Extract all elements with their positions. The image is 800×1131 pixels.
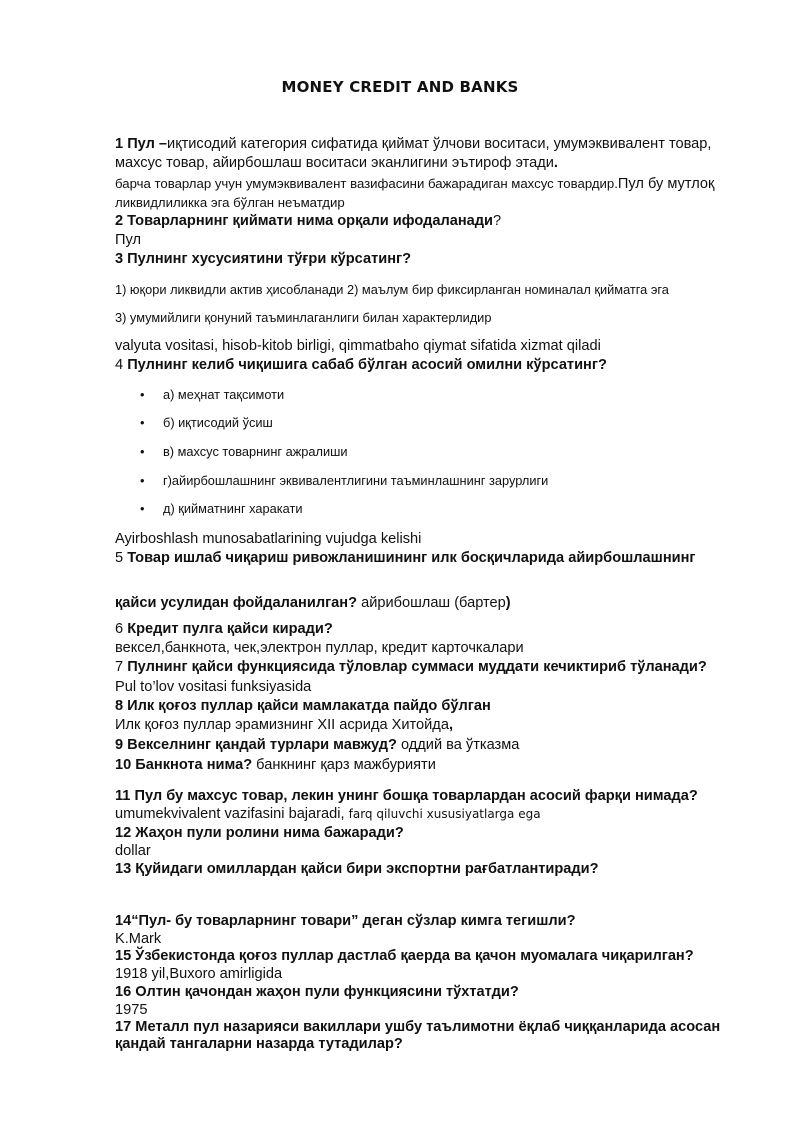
- answer-6: вексел,банкнота, чек,электрон пуллар, кредит карточкалари: [115, 640, 524, 656]
- question-8-head: 8 Илк қоғоз пуллар қайси мамлакатда пайдо бўлган: [115, 698, 491, 714]
- answer-1-line-2: ликвидлиликка эга бўлган неъматдир: [115, 195, 345, 210]
- question-12: [115, 824, 742, 843]
- question-17-head: 17 Металл пул назарияси вакиллари ушбу таълимотни ёқлаб чиққанларида асосан: [115, 1019, 721, 1035]
- bullet-icon: •: [140, 473, 145, 488]
- question-13: [115, 860, 742, 879]
- question-4-option-d: г)айирбошлашнинг эквивалентлигини таъминлашнинг зарурлиги: [163, 473, 549, 488]
- question-12-head: 12 Жаҳон пули ролини нима бажаради?: [115, 825, 404, 841]
- answer-5: айрибошлаш (бартер: [357, 595, 506, 611]
- question-5-number: 5: [115, 550, 124, 566]
- question-11: [115, 787, 742, 806]
- question-1-line-2: [115, 154, 742, 173]
- question-6-number: 6: [115, 621, 124, 637]
- question-4: [115, 356, 742, 375]
- bullet-icon: •: [140, 387, 145, 402]
- question-16: [115, 983, 742, 1002]
- question-10-head: 10 Банкнота нима?: [115, 757, 253, 773]
- question-2-mark: ?: [493, 213, 502, 229]
- question-7-number: 7: [115, 659, 124, 675]
- question-6: [115, 620, 742, 639]
- question-4-option-a: а) меҳнат тақсимоти: [163, 387, 285, 402]
- question-4-number: 4: [115, 357, 124, 373]
- question-2-head: 2 Товарларнинг қиймати нима орқали ифодаланади: [115, 213, 494, 229]
- question-3: [115, 250, 742, 269]
- answer-11: [115, 805, 742, 824]
- question-16-head: 16 Олтин қачондан жаҳон пули функциясини тўхтатди?: [115, 984, 519, 1000]
- question-4-option-c: в) махсус товарнинг ажралиши: [163, 444, 348, 459]
- bullet-icon: •: [140, 415, 145, 430]
- answer-9: оддий ва ўтказма: [396, 737, 520, 753]
- answer-8: [115, 716, 742, 735]
- question-1-line-1: [115, 135, 742, 154]
- answer-14: K.Mark: [115, 931, 162, 947]
- question-4-head: Пулнинг келиб чиқишига сабаб бўлган асосий омилни кўрсатинг?: [127, 357, 607, 373]
- question-13-head: 13 Қуйидаги омиллардан қайси бири экспортни рағбатлантиради?: [115, 861, 599, 877]
- answer-1-line-1: [115, 174, 742, 194]
- question-5-head: Товар ишлаб чиқариш ривожланишининг илк босқичларида айирбошлашнинг: [127, 550, 696, 566]
- question-15: [115, 947, 742, 966]
- question-3-option-2: 3) умумийлиги қонуний таъминлаганлиги билан характерлидир: [115, 310, 492, 325]
- answer-8-text: Илк қоғоз пуллар эрамизнинг XII асрида Хитойда: [115, 717, 449, 733]
- question-7-head: Пулнинг қайси функциясида тўловлар суммаси муддати кечиктириб тўланади?: [127, 659, 707, 675]
- question-4-option-b: б) иқтисодий ўсиш: [163, 415, 273, 430]
- question-17-head-2: қандай тангаларни назарда тутадилар?: [115, 1036, 403, 1052]
- answer-7: Pul to’lov vositasi funksiyasida: [115, 679, 312, 695]
- answer-11-text: umumekvivalent vazifasini bajaradi,: [115, 806, 349, 822]
- question-8: [115, 697, 742, 716]
- question-7: [115, 658, 742, 677]
- question-5-head-2: қайси усулидан фойдаланилган?: [115, 595, 358, 611]
- question-3-head: 3 Пулнинг хусусиятини тўғри кўрсатинг?: [115, 251, 412, 267]
- answer-4: Ayirboshlash munosabatlarining vujudga kelishi: [115, 531, 422, 547]
- answer-3: valyuta vositasi, hisob-kitob birligi, qimmatbaho qiymat sifatida xizmat qiladi: [115, 338, 601, 354]
- question-6-head: Кредит пулга қайси киради?: [127, 621, 333, 637]
- answer-1-text-b: Пул бу мутлоқ: [617, 176, 715, 192]
- question-1-text: иқтисодий категория сифатида қиймат ўлчови воситаси, умумэквивалент товар,: [167, 136, 712, 152]
- question-14-head: 14“Пул- бу товарларнинг товари” деган сўзлар кимга тегишли?: [115, 913, 576, 929]
- question-1-dot: .: [553, 155, 558, 171]
- question-10: [115, 756, 742, 775]
- question-4-option-e: д) қийматнинг харакати: [163, 501, 303, 516]
- question-11-head: 11 Пул бу махсус товар, лекин унинг бошқа товарлардан асосий фарқи нимада?: [115, 788, 698, 804]
- document-title: MONEY CREDIT AND BANKS: [281, 78, 519, 96]
- answer-5-paren: ): [505, 595, 511, 611]
- question-9-head: 9 Векселнинг қандай турлари мавжуд?: [115, 737, 397, 753]
- answer-11-text-b: farq qiluvchi xususiyatlarga ega: [348, 807, 541, 821]
- answer-2: Пул: [115, 232, 141, 248]
- question-17-line-2: [115, 1035, 742, 1054]
- question-2: [115, 212, 742, 231]
- answer-1-text: барча товарлар учун умумэквивалент вазифасини бажарадиган махсус товардир.: [115, 176, 618, 191]
- bullet-icon: •: [140, 444, 145, 459]
- question-5-line-2: [115, 594, 742, 613]
- question-14: [115, 912, 742, 931]
- question-15-head: 15 Ўзбекистонда қоғоз пуллар дастлаб қаерда ва қачон муомалага чиқарилган?: [115, 948, 694, 964]
- question-5-line-1: [115, 549, 742, 568]
- question-1-text-2: махсус товар, айирбошлаш воситаси эканлигини эътироф этади: [115, 155, 554, 171]
- answer-15: 1918 yil,Buxoro amirligida: [115, 966, 283, 982]
- question-3-option-1: 1) юқори ликвидли актив ҳисобланади 2) маълум бир фиксирланган номиналал қийматга эга: [115, 282, 669, 297]
- answer-8-comma: ,: [448, 717, 454, 733]
- answer-16: 1975: [115, 1002, 148, 1018]
- bullet-icon: •: [140, 501, 145, 516]
- question-9: [115, 736, 742, 755]
- question-1-head: Пул –: [127, 136, 168, 152]
- answer-10: банкнинг қарз мажбурияти: [252, 757, 436, 773]
- question-1-number: 1: [115, 136, 124, 152]
- answer-12: dollar: [115, 843, 151, 859]
